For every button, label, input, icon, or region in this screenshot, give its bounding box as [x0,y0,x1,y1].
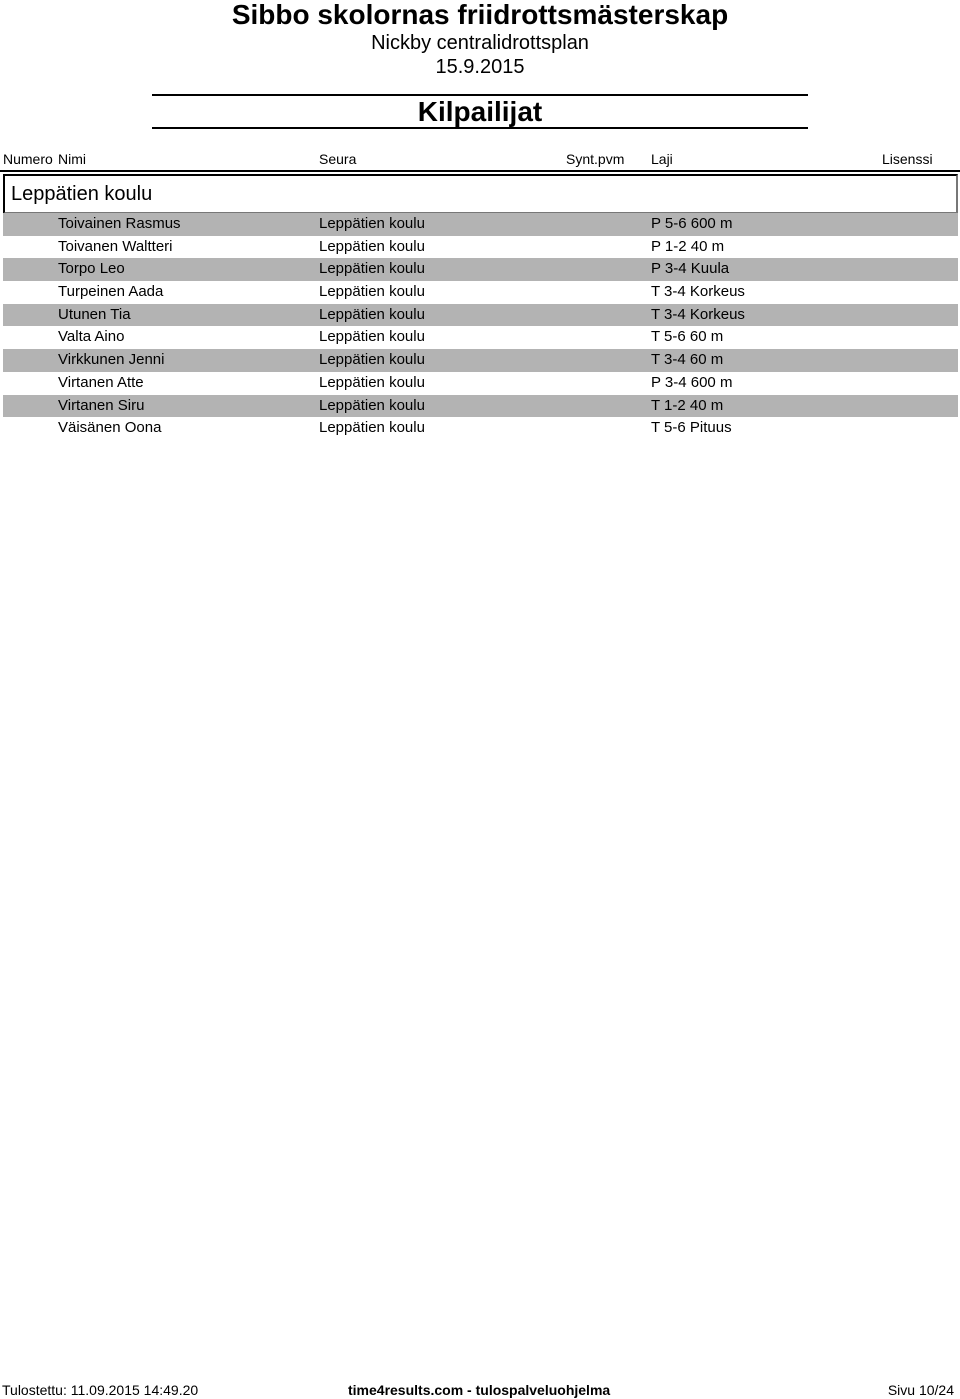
competitor-name: Valta Aino [58,328,125,346]
competitor-name: Toivainen Rasmus [58,215,181,232]
table-row [3,349,958,372]
competitor-club: Leppätien koulu [319,351,425,369]
competitor-name: Väisänen Oona [58,419,162,437]
table-row [3,326,958,349]
competitor-event: T 3-4 Korkeus [651,305,745,323]
club-name: Leppätien koulu [11,183,153,205]
competitor-club: Leppätien koulu [319,373,425,391]
col-header-seura: Seura [319,151,357,167]
competitor-event: P 3-4 600 m [651,373,733,391]
competitor-event: T 5-6 Pituus [651,419,732,437]
competitor-name: Utunen Tia [58,305,131,323]
competitor-club: Leppätien koulu [319,260,425,278]
col-header-lisenssi: Lisenssi [882,151,933,167]
competitor-name: Turpeinen Aada [58,283,164,301]
competitor-club: Leppätien koulu [319,215,425,232]
competitor-club: Leppätien koulu [319,305,425,323]
table-row [3,236,958,259]
competitor-club: Leppätien koulu [319,419,425,437]
competitor-club: Leppätien koulu [319,328,425,346]
competitor-event: T 3-4 60 m [651,351,724,369]
competitor-event: P 5-6 600 m [651,215,733,232]
col-header-numero: Numero [3,151,53,167]
table-row [3,372,958,395]
competitor-event: P 3-4 Kuula [651,260,730,278]
col-header-laji: Laji [651,151,673,167]
table-row [3,417,958,440]
competitor-event: T 3-4 Korkeus [651,283,745,301]
heading-rule-bottom [152,127,808,129]
club-group-header [3,174,958,214]
section-heading: Kilpailijat [417,96,543,127]
col-header-synt: Synt.pvm [566,151,625,167]
table-row [3,281,958,304]
table-row [3,258,958,281]
printed-timestamp: Tulostettu: 11.09.2015 14:49.20 [2,1382,199,1398]
competitor-name: Torpo Leo [58,260,125,278]
header-divider [0,170,960,172]
competitor-event: T 5-6 60 m [651,328,724,346]
competitor-club: Leppätien koulu [319,396,425,414]
competitor-event: P 1-2 40 m [651,237,725,255]
competitor-name: Virkkunen Jenni [58,351,165,369]
table-row [3,213,958,236]
page-number: Sivu 10/24 [887,1382,954,1398]
competitor-club: Leppätien koulu [319,237,425,255]
competitor-name: Toivanen Waltteri [58,237,173,255]
software-brand: time4results.com - tulospalveluohjelma [348,1382,611,1398]
competitor-event: T 1-2 40 m [651,396,724,414]
col-header-nimi: Nimi [58,151,86,167]
table-row [3,395,958,418]
table-row [3,304,958,327]
page-title: Sibbo skolornas friidrottsmästerskap [231,0,729,30]
competitor-club: Leppätien koulu [319,283,425,301]
competitor-list [3,213,958,440]
competitor-name: Virtanen Siru [58,396,145,414]
event-date: 15.9.2015 [435,56,525,78]
venue: Nickby centralidrottsplan [371,32,589,54]
competitor-name: Virtanen Atte [58,373,144,391]
